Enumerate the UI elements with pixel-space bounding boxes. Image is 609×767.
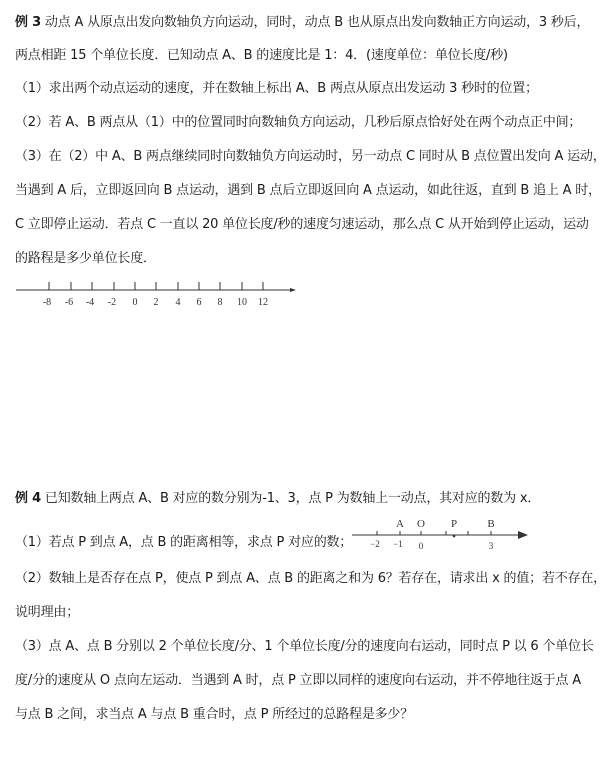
- example4-line-1: [15, 490, 540, 508]
- example4-line-7: 与点 B 之间，求当点 A 与点 B 重合时，点 P 所经过的总路程是多少？: [15, 707, 414, 722]
- example3-number-line: [0, 275, 310, 315]
- example3-question-2: （2）若 A、B 两点从（1）中的位置同时向数轴负方向运动，几秒后原点恰好处在两个动点正中间；: [15, 115, 582, 130]
- tick-label: −1: [393, 539, 403, 549]
- example4-question-1: （1）若点 P 到点 A，点 B 的距离相等，求点 P 对应的数；: [15, 535, 353, 550]
- example3-line-1: [15, 14, 589, 32]
- example4-line-4: 说明理由；: [15, 605, 80, 620]
- tick-label: 0: [418, 541, 424, 551]
- example3-line-6: 当遇到 A 后，立即返回向 B 点运动，遇到 B 点后立即返回向 A 点运动，如此往返，直到 B 追上 A 时，: [15, 183, 601, 198]
- example3-text-1: 动点 A 从原点出发向数轴负方向运动，同时，动点 B 也从原点出发向数轴正方向运动，3 秒后，: [44, 15, 590, 30]
- example3-line-7: C 立即停止运动．若点 C 一直以 20 单位长度/秒的速度匀速运动，那么点 C 从开始到停止运动，运动: [15, 217, 589, 232]
- example3-line-2: 两点相距 15 个单位长度．已知动点 A、B 的速度比是 1：4．(速度单位：单位长度/秒): [15, 48, 508, 63]
- example3-question-3: （3）在（2）中 A、B 两点继续同时向数轴负方向运动时，另一动点 C 同时从 B 点位置出发向 A 运动，: [15, 149, 606, 164]
- point-label-a: A: [396, 518, 404, 530]
- tick-label: -8: [42, 297, 52, 308]
- tick-label: 0: [132, 297, 138, 308]
- example4-question-2: （2）数轴上是否存在点 P，使点 P 到点 A、点 B 的距离之和为 6？若存在，请求出 x 的值；若不存在，: [15, 571, 606, 586]
- example3-label: 例 3: [15, 15, 41, 30]
- tick-label: -6: [64, 297, 74, 308]
- example4-number-line: [350, 510, 540, 555]
- point-label-o: O: [417, 518, 425, 530]
- tick-label: 12: [258, 297, 268, 308]
- example4-question-3: （3）点 A、点 B 分别以 2 个单位长度/分、1 个单位长度/分的速度向右运动，同时点 P 以 6 个单位长: [15, 639, 594, 654]
- example3-question-1: （1）求出两个动点运动的速度，并在数轴上标出 A、B 两点从原点出发运动 3 秒时的位置；: [15, 81, 538, 96]
- tick-label: 8: [217, 297, 223, 308]
- tick-label: 2: [153, 297, 159, 308]
- tick-label: 6: [196, 297, 202, 308]
- tick-label: 10: [237, 297, 247, 308]
- example4-text-1: 已知数轴上两点 A、B 对应的数分别为-1、3，点 P 为数轴上一动点，其对应的数为 x．: [44, 491, 541, 506]
- example4-label: 例 4: [15, 491, 41, 506]
- tick-label: -2: [107, 297, 117, 308]
- tick-label: 4: [175, 297, 181, 308]
- point-label-b: B: [487, 518, 495, 530]
- tick-label: -4: [85, 297, 95, 308]
- tick-label: −2: [370, 539, 380, 549]
- tick-label: 3: [488, 541, 494, 551]
- example3-line-8: 的路程是多少单位长度．: [15, 251, 156, 266]
- example4-line-6: 度/分的速度从 O 点向左运动．当遇到 A 时，点 P 立即以同样的速度向右运动，并不停地往返于点 A: [15, 673, 581, 688]
- point-label-p: P: [450, 518, 458, 530]
